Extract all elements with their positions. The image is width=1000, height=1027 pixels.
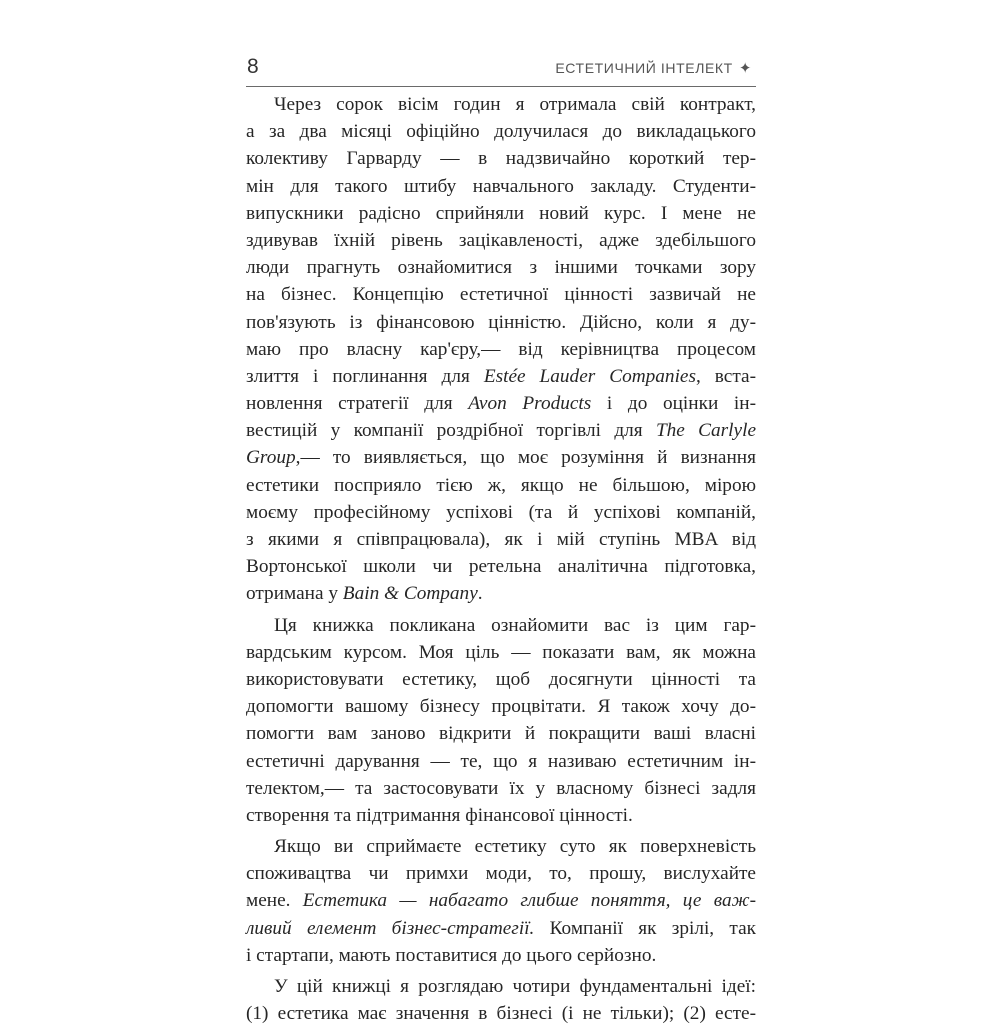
- paragraph: [246, 612, 756, 830]
- running-head-ornament: ✦: [738, 60, 752, 77]
- text-line: мене. Естетика — набагато глибше поняття, це важ-: [246, 890, 756, 912]
- text-line: помогти вам заново відкрити й покращити ваші власні: [246, 723, 756, 745]
- text-line: злиття і поглинання для Estée Lauder Companies, вста-: [246, 365, 756, 387]
- emphasis-text: ливий елемент бізнес-стратегії.: [246, 917, 535, 939]
- text-line: мін для такого штибу навчального закладу. Студенти-: [246, 175, 756, 197]
- text-line: допомогти вашому бізнесу процвітати. Я також хочу до-: [246, 696, 756, 718]
- text-line: новлення стратегії для Avon Products і до оцінки ін-: [246, 393, 757, 415]
- text-line: на бізнес. Концепцію естетичної цінності зазвичай не: [246, 284, 756, 306]
- text-line: У цій книжці я розглядаю чотири фундаментальні ідеї:: [274, 976, 756, 997]
- company-name: Group: [246, 447, 296, 469]
- text-line: і стартапи, мають поставитися до цього серйозно.: [246, 944, 657, 966]
- text-line: Group,— то виявляється, що моє розуміння й визнання: [246, 447, 756, 469]
- text-line: маю про власну кар'єру,— від керівництва процесом: [246, 338, 756, 360]
- page-number: 8: [247, 55, 259, 78]
- running-head-title: ЕСТЕТИЧНИЙ ІНТЕЛЕКТ: [555, 60, 733, 76]
- running-head: [555, 59, 752, 78]
- text-line: а за два місяці офіційно долучилася до викладацького: [246, 121, 756, 143]
- paragraph: [246, 91, 756, 608]
- text-line: естетики посприяло тією ж, якщо не більшою, мірою: [246, 474, 756, 496]
- text-line: Вортонської школи чи ретельна аналітична підготовка,: [246, 556, 756, 578]
- text-line: люди прагнуть ознайомитися з іншими точками зору: [246, 257, 756, 279]
- emphasis-text: Естетика — набагато глибше поняття, це важ-: [302, 890, 756, 912]
- text-line: вестицій у компанії роздрібної торгівлі для The Carlyle: [246, 420, 757, 442]
- company-name: Estée Lauder Companies: [483, 365, 696, 387]
- text-line: пов'язують із фінансовою цінністю. Дійсно, коли я ду-: [246, 311, 756, 333]
- company-name: Bain & Company: [342, 583, 478, 605]
- text-line: Ця книжка покликана ознайомити вас із цим гар-: [274, 614, 756, 636]
- text-line: Через сорок вісім годин я отримала свій контракт,: [274, 94, 756, 115]
- text-line: (1) естетика має значення в бізнесі (і не тільки); (2) есте-: [246, 1003, 756, 1025]
- text-line: колективу Гарварду — в надзвичайно короткий тер-: [246, 148, 756, 170]
- text-line: випускники радісно сприйняли новий курс. І мене не: [246, 202, 756, 224]
- text-line: створення та підтримання фінансової цінності.: [246, 804, 633, 826]
- company-name: The Carlyle: [655, 420, 757, 442]
- page-header: [246, 52, 756, 87]
- text-line: вардським курсом. Моя ціль — показати вам, як можна: [246, 641, 756, 663]
- body-text: [246, 91, 756, 1027]
- text-line: Якщо ви сприймаєте естетику суто як поверхневість: [274, 836, 756, 858]
- text-line: споживацтва чи примхи моди, то, прошу, вислухайте: [246, 863, 756, 885]
- text-line: використовувати естетику, щоб досягнути цінності та: [246, 668, 756, 690]
- paragraph: [246, 973, 756, 1027]
- text-line: телектом,— та застосовувати їх у власному бізнесі задля: [246, 777, 756, 799]
- text-line: ливий елемент бізнес-стратегії. Компанії як зрілі, так: [246, 917, 756, 939]
- text-line: естетичні дарування — те, що я називаю естетичним ін-: [246, 750, 756, 772]
- text-line: отримана у Bain & Company.: [246, 583, 483, 605]
- text-line: з якими я співпрацювала), як і мій ступінь MBA від: [246, 529, 756, 550]
- text-line: здивував їхній рівень зацікавленості, адже здебільшого: [246, 229, 756, 251]
- paragraph: [246, 833, 756, 969]
- text-line: моєму професійному успіхові (та й успіхові компаній,: [246, 501, 756, 523]
- company-name: Avon Products: [468, 393, 592, 415]
